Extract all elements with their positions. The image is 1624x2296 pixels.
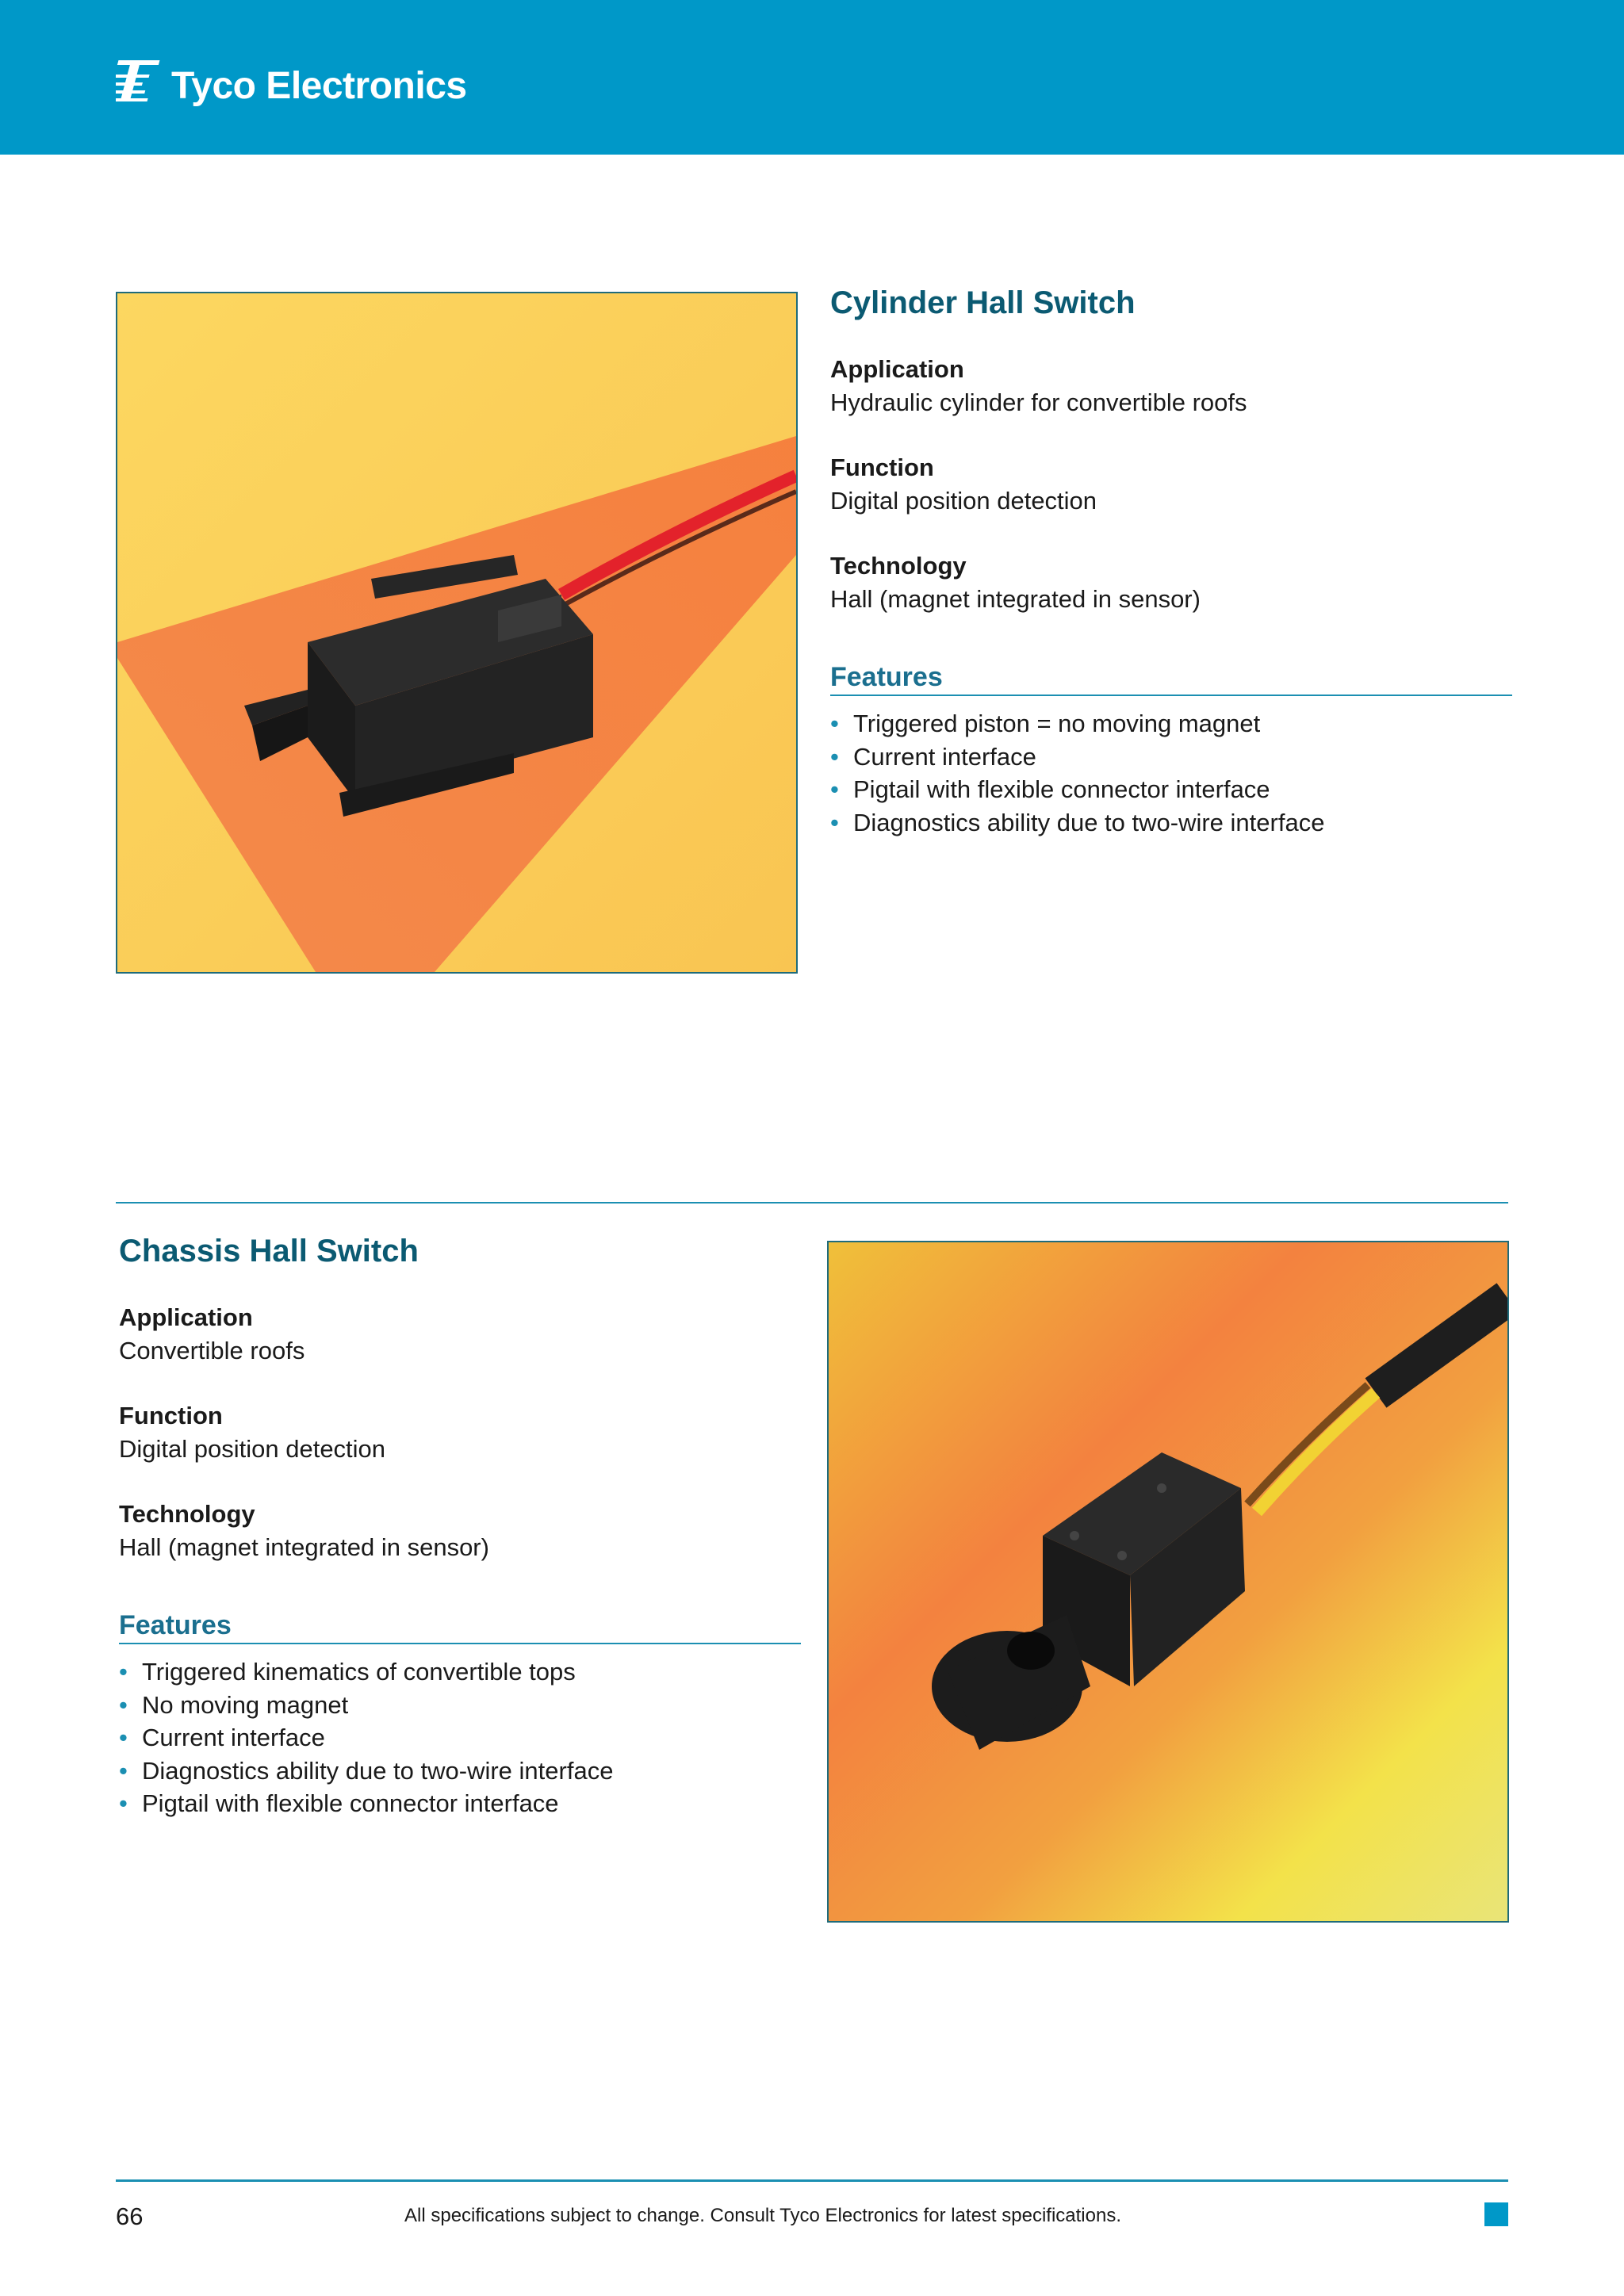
technology-label: Technology bbox=[119, 1500, 255, 1528]
list-item: • Diagnostics ability due to two-wire interface bbox=[830, 806, 1512, 840]
section-divider bbox=[116, 1202, 1508, 1203]
bullet-icon: • bbox=[830, 775, 839, 803]
product-title: Chassis Hall Switch bbox=[119, 1234, 419, 1269]
footer-note: All specifications subject to change. Consult Tyco Electronics for latest specifications. bbox=[404, 2205, 1121, 2226]
bullet-icon: • bbox=[119, 1789, 128, 1817]
list-item: • Triggered piston = no moving magnet bbox=[830, 707, 1512, 740]
bullet-icon: • bbox=[119, 1724, 128, 1751]
brand-name: Tyco Electronics bbox=[171, 65, 467, 107]
bullet-icon: • bbox=[830, 808, 839, 836]
features-list bbox=[830, 707, 1512, 839]
page-number: 66 bbox=[116, 2202, 144, 2230]
list-item: • No moving magnet bbox=[119, 1689, 801, 1722]
footer-square-icon bbox=[1484, 2202, 1508, 2226]
cylinder-hall-switch-photo bbox=[116, 292, 798, 974]
bullet-icon: • bbox=[830, 710, 839, 737]
application-value: Convertible roofs bbox=[119, 1337, 305, 1364]
function-value: Digital position detection bbox=[119, 1435, 386, 1463]
features-heading: Features bbox=[119, 1610, 801, 1644]
brand-logo bbox=[116, 59, 467, 105]
list-item: • Pigtail with flexible connector interface bbox=[119, 1787, 801, 1820]
application-label: Application bbox=[119, 1303, 253, 1331]
function-label: Function bbox=[830, 453, 934, 481]
application-label: Application bbox=[830, 355, 964, 383]
technology-value: Hall (magnet integrated in sensor) bbox=[830, 585, 1201, 613]
bullet-icon: • bbox=[119, 1756, 128, 1785]
bullet-icon: • bbox=[119, 1658, 128, 1686]
tyco-logo-icon bbox=[116, 59, 165, 105]
cylinder-hall-switch-info bbox=[830, 285, 1512, 839]
list-item: • Diagnostics ability due to two-wire interface bbox=[119, 1755, 801, 1788]
chassis-hall-switch-info bbox=[119, 1234, 801, 1820]
product-title: Cylinder Hall Switch bbox=[830, 285, 1136, 320]
features-heading: Features bbox=[830, 662, 1512, 696]
features-list bbox=[119, 1655, 801, 1820]
application-value: Hydraulic cylinder for convertible roofs bbox=[830, 388, 1247, 416]
function-label: Function bbox=[119, 1402, 223, 1429]
list-item: • Current interface bbox=[119, 1721, 801, 1755]
footer-rule bbox=[116, 2179, 1508, 2182]
list-item: • Pigtail with flexible connector interface bbox=[830, 773, 1512, 806]
technology-label: Technology bbox=[830, 552, 967, 580]
list-item: • Triggered kinematics of convertible tops bbox=[119, 1655, 801, 1689]
bullet-icon: • bbox=[830, 742, 839, 771]
function-value: Digital position detection bbox=[830, 487, 1097, 515]
chassis-hall-switch-photo bbox=[827, 1241, 1509, 1923]
page-header bbox=[0, 0, 1624, 155]
list-item: • Current interface bbox=[830, 740, 1512, 774]
technology-value: Hall (magnet integrated in sensor) bbox=[119, 1533, 489, 1561]
bullet-icon: • bbox=[119, 1690, 128, 1719]
